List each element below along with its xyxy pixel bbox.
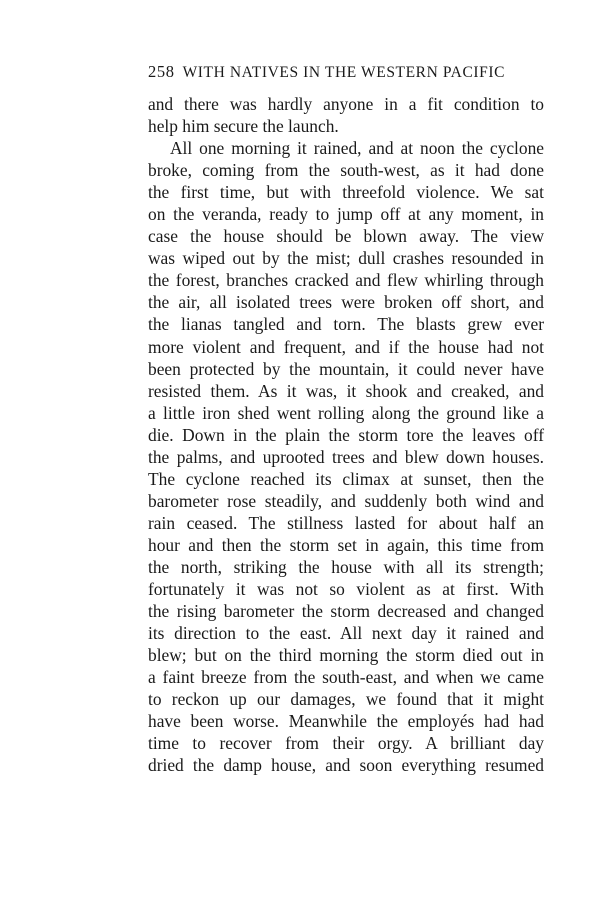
text-line: its direction to the east. All next day it rained and — [148, 623, 544, 644]
text-line: to reckon up our damages, we found that it might — [148, 689, 544, 710]
text-line: dried the damp house, and soon everything resumed — [148, 755, 544, 776]
running-title: WITH NATIVES IN THE WESTERN PACIFIC — [182, 64, 506, 81]
text-line: time to recover from their orgy. A brilliant day — [148, 733, 544, 754]
text-line: on the veranda, ready to jump off at any moment, in — [148, 204, 544, 225]
text-line: a faint breeze from the south-east, and when we came — [148, 667, 544, 688]
text-line: a little iron shed went rolling along the ground like a — [148, 402, 544, 423]
text-line: resisted them. As it was, it shook and creaked, and — [148, 380, 544, 401]
text-line: the palms, and uprooted trees and blew down houses. — [148, 446, 544, 467]
text-line: and there was hardly anyone in a fit condition to — [148, 94, 544, 114]
text-line: have been worse. Meanwhile the employés had had — [148, 711, 544, 732]
text-line: fortunately it was not so violent as at first. With — [148, 579, 544, 600]
text-line: the north, striking the house with all its strength; — [148, 556, 544, 577]
text-line: more violent and frequent, and if the house had not — [148, 336, 544, 357]
text-line: the rising barometer the storm decreased and changed — [148, 601, 544, 622]
text-line: the air, all isolated trees were broken off short, and — [148, 292, 544, 313]
text-line: the forest, branches cracked and flew whirling through — [148, 270, 544, 291]
text-line: help him secure the launch. — [148, 116, 339, 137]
text-line: was wiped out by the mist; dull crashes resounded in — [148, 248, 544, 269]
text-line: the first time, but with threefold violence. We sat — [148, 182, 544, 203]
paragraph-first-line: All one morning it rained, and at noon the cyclone — [170, 138, 544, 159]
text-line: broke, coming from the south-west, as it had done — [148, 160, 544, 181]
text-line: rain ceased. The stillness lasted for about half an — [148, 512, 544, 533]
text-line: been protected by the mountain, it could never have — [148, 358, 544, 379]
text-line: barometer rose steadily, and suddenly both wind and — [148, 490, 544, 511]
body-text — [148, 93, 544, 776]
text-line: case the house should be blown away. The view — [148, 226, 544, 247]
text-line: the lianas tangled and torn. The blasts grew ever — [148, 314, 544, 335]
text-line: blew; but on the third morning the storm died out in — [148, 645, 544, 666]
text-line: The cyclone reached its climax at sunset, then the — [148, 468, 544, 489]
text-line: hour and then the storm set in again, this time from — [148, 534, 544, 555]
text-line: die. Down in the plain the storm tore the leaves off — [148, 424, 544, 445]
page-number: 258 — [148, 62, 175, 81]
page-header — [148, 62, 548, 86]
